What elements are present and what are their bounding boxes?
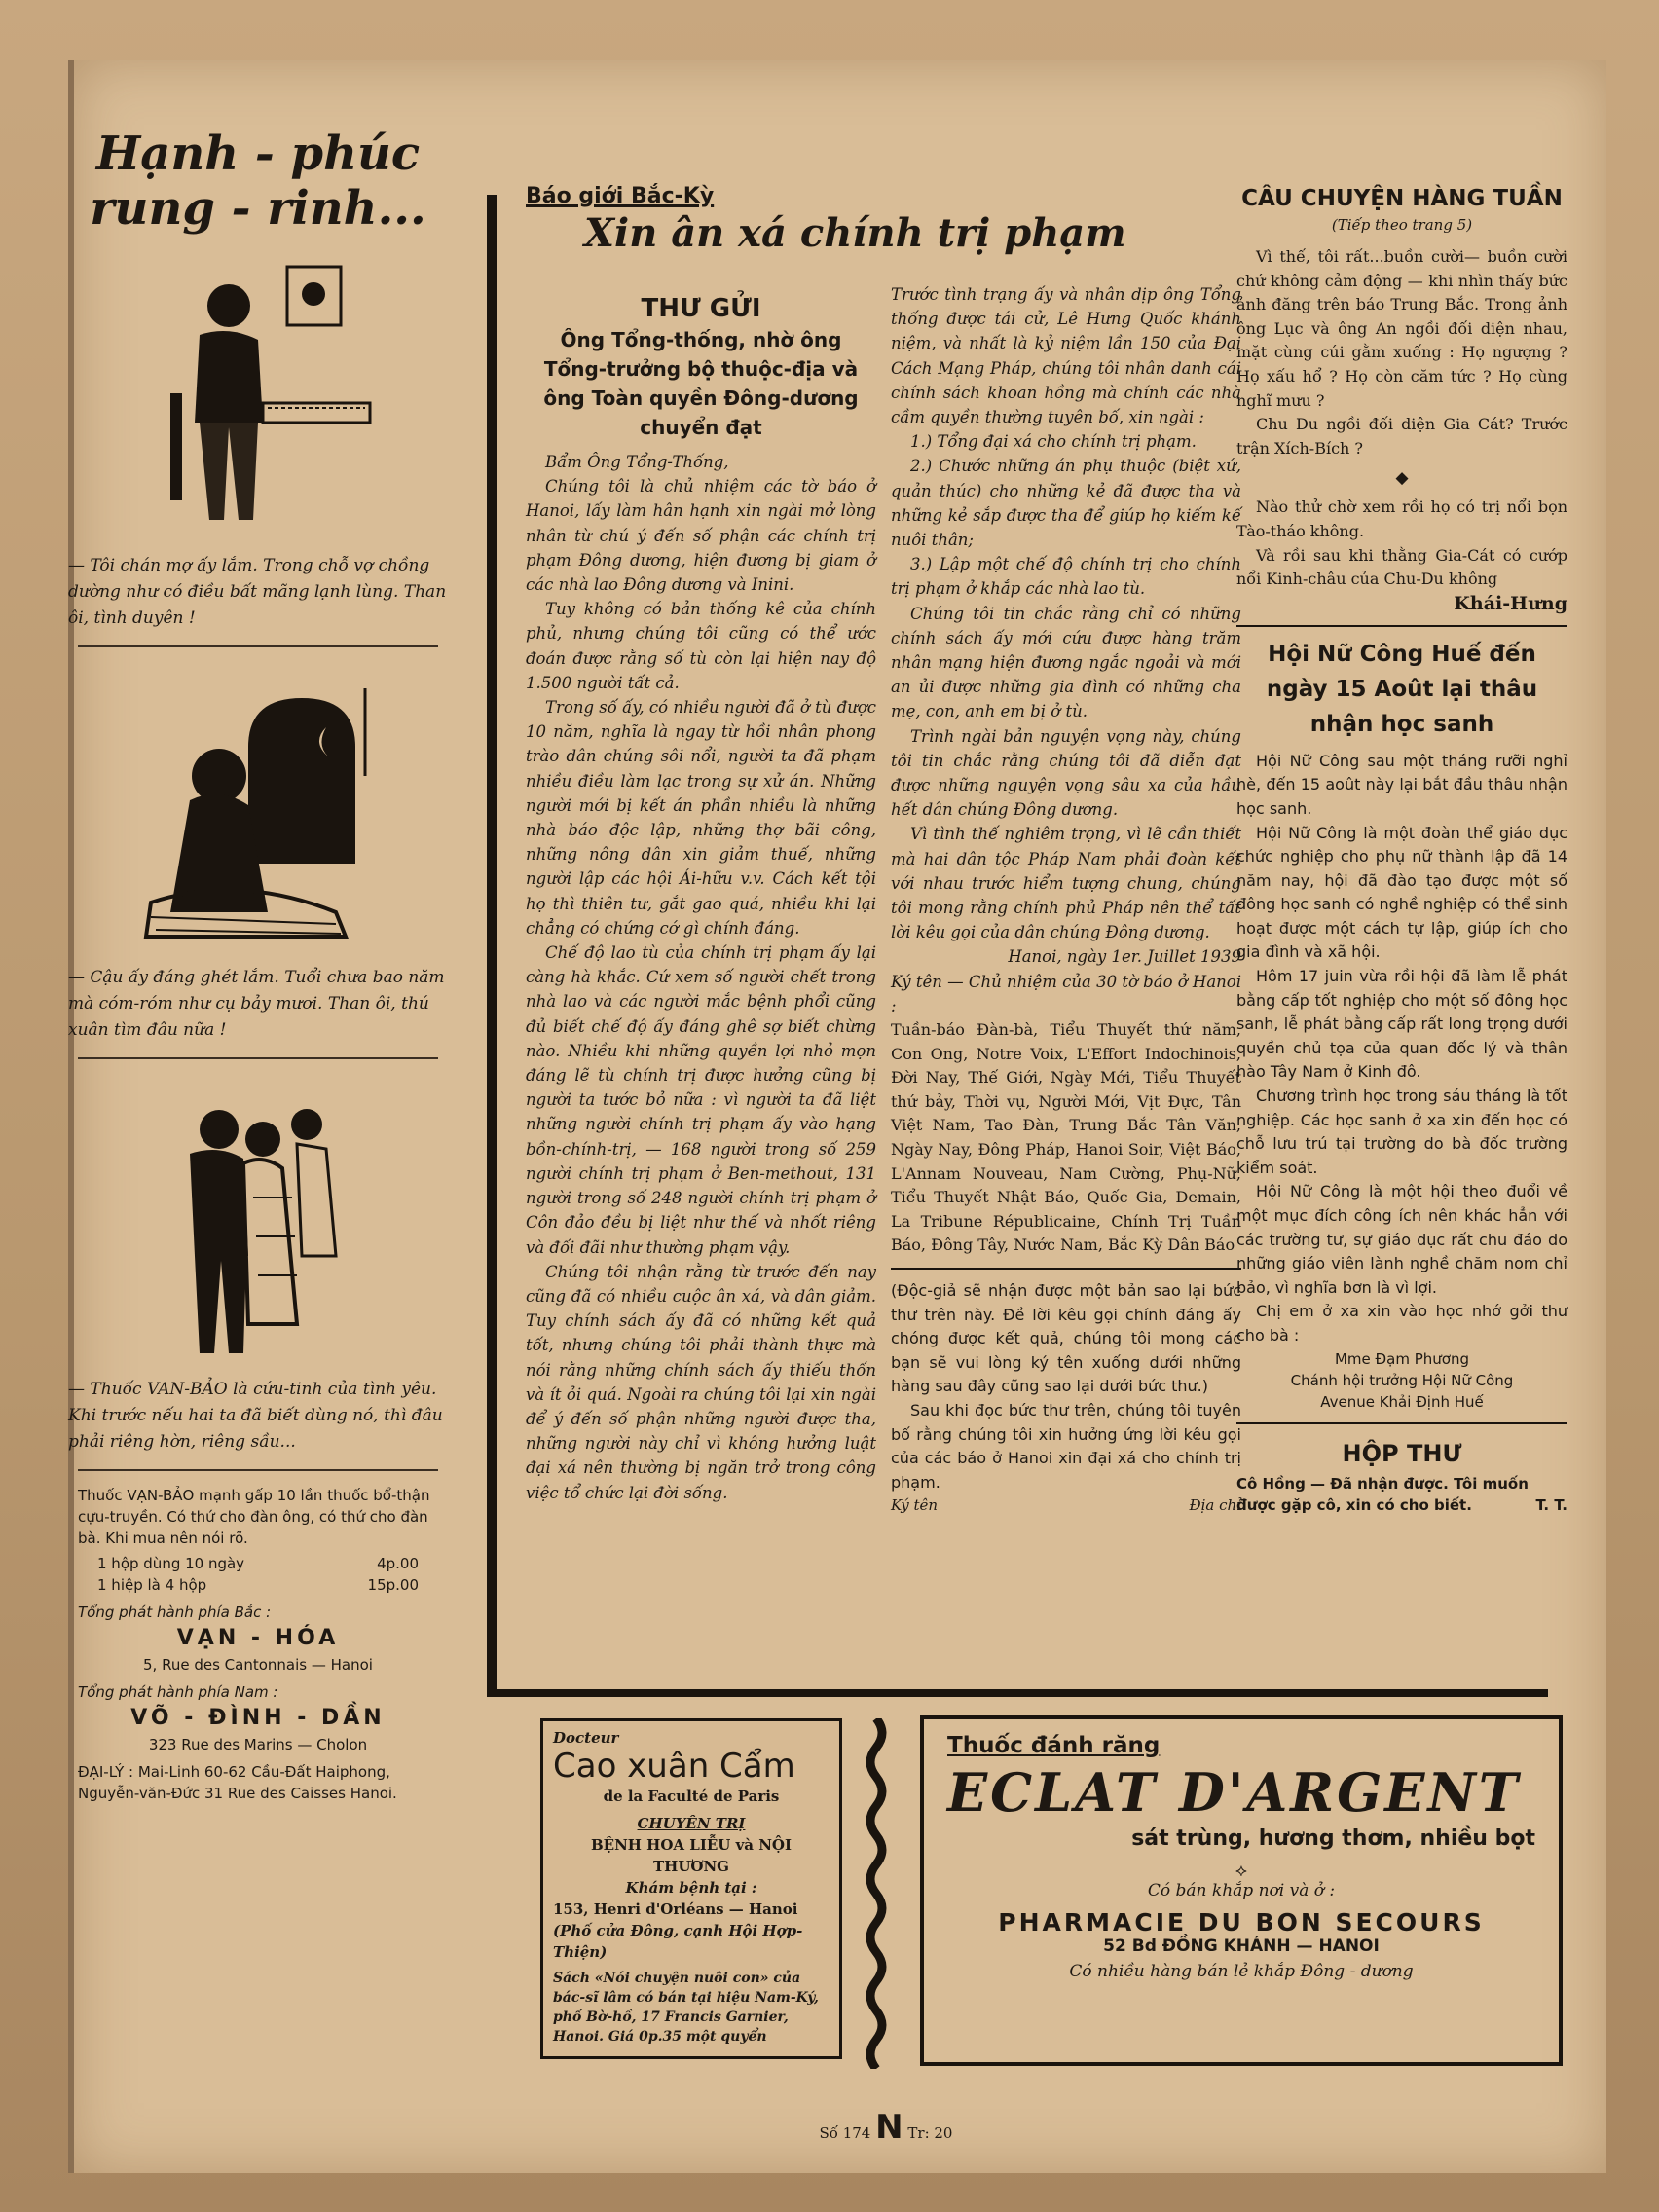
signers-list: Tuần-báo Đàn-bà, Tiểu Thuyết thứ năm, Con Ong, Notre Voix, L'Effort Indochinois, Đời Nay, Thế Giới, Ngày Mới, Tiểu Thuyết thứ bảy, Thời vụ, Người Mới, Vịt Đực, Tân Việt Nam, Tao Đàn, Trung Bắc Tân Văn, Ngày Nay, Đông Pháp, Hanoi Soir, Việt Báo, L'Annam Nouveau, Nam Cường, Phụ-Nữ, Tiểu Thuyết Nhật Báo, Quốc Gia, Demain, La Tribune Républicaine, Chính Trị Tuần Báo, Đông Tây, Nước Nam, Bắc Kỳ Dân Báo [891,1020,1241,1255]
illustration-man-seated [141,257,375,539]
weekly-story-title: CÂU CHUYỆN HÀNG TUẦN [1241,186,1563,211]
hoi-nu-cong-title: Hội Nữ Công Huế đến ngày 15 Août lại thâu nhận học sanh [1266,641,1538,737]
divider [1236,625,1567,627]
page-footer: Số 174 N Tr: 20 [819,2108,953,2147]
mailbox-text: Cô Hồng — Đã nhận được. Tôi muốn được gặp cô, xin có cho biết. T. T. [1236,1474,1567,1514]
article-headline: Xin ân xá chính trị phạm [584,210,1126,256]
divider [78,645,438,647]
eclat-brand: ECLAT D'ARGENT [947,1761,1521,1824]
caption-1: — Tôi chán mợ ấy lắm. Trong chỗ vợ chồng dường như có điều bất mãng lạnh lùng. Than ôi, tình duyên ! [68,556,447,628]
diamond-ornament: ◆ [1395,468,1409,489]
ngay-nay-logo: N [875,2108,903,2147]
divider [891,1268,1241,1270]
left-column [58,127,458,1804]
right-column: CÂU CHUYỆN HÀNG TUẦN (Tiếp theo trang 5) Vì thế, tôi rất...buồn cười— buồn cười chứ không cảm động — khi nhìn thấy bức ảnh đăng trên báo Trung Bắc. Trong ảnh ông Lục và ông An ngồi đối diện nhau, mặt cùng cúi gằm xuống : Họ ngượng ? Họ xấu hổ ? Họ còn căm tức ? Họ cùng nghĩ mưu ? Chu Du ngồi đối diện Gia Cát? Trước trận Xích-Bích ? ◆ Nào thử chờ xem rồi họ có trị nổi bọn Tào-tháo không. Và rồi sau khi thằng Gia-Cát có cướp nổi Kinh-châu của Chu-Du không Khái-Hưng Hội Nữ Công Huế đến ngày 15 Août lại thâu nhận học sanh Hội Nữ Công sau một tháng rưỡi nghỉ hè, đến 15 août này lại bắt đầu thâu nhận học sanh. Hội Nữ Công là một đoàn thể giáo dục chức nghiệp cho phụ nữ thành lập đã 14 năm nay, hội đã đào tạo được một số đông học sanh có nghề nghiệp có thể sinh hoạt được một cách tự lập, giúp ích cho gia đình và xã hội. Hôm 17 juin vừa rồi hội đã làm lễ phát bằng cấp tốt nghiệp cho một số đông học sanh, lễ phát bằng cấp rất long trọng dưới quyền chủ tọa của quan đốc lý và thân hào Tây Nam ở Kinh đô. Chương trình học trong sáu tháng là tốt nghiệp. Các học sanh ở xa xin đến học có chỗ lưu trú tại trường do bà đốc trường kiểm soát. Hội Nữ Công là một hội theo đuổi về một mục đích công ích nên khác hẳn với các trường tư, sự giáo dục rất chu đáo do những giáo viên lành nghề chăm nom chỉ bảo, vì nghĩa bơn là vì lợi. Chị em ở xa xin vào học nhớ gởi thư cho bà : Mme Đạm Phương Chánh hội trưởng Hội Nữ Công Avenue Khải Định Huế HỘP THƯ Cô Hồng — Đã nhận được. Tôi muốn được gặp cô, xin có cho biết. T. T. [1236,183,1567,1516]
left-title: Hạnh - phúc rung - rinh... [90,127,426,236]
article-kicker: Báo giới Bắc-Kỳ [526,184,715,208]
eclat-dargent-ad: Thuốc đánh răng ECLAT D'ARGENT sát trùng, hương thơm, nhiều bọt ⟡ Có bán khắp nơi và ở : PHARMACIE DU BON SECOURS 52 Bd ĐỒNG KHÁNH — HANOI Có nhiều hàng bán lẻ khắp Đông - dương [920,1715,1563,2066]
article-column-1: THƯ GỬI Ông Tổng-thống, nhờ ông Tổng-trưởng bộ thuộc-địa và ông Toàn quyền Đông-dương chuyển đạt Bẩm Ông Tổng-Thống, Chúng tôi là chủ nhiệm các tờ báo ở Hanoi, lấy làm hân hạnh xin ngài mở lòng nhân từ chú ý đến số phận các chính trị phạm Đông dương, hiện đương bị giam ở các nhà lao Đông dương và Inini. Tuy không có bản thống kê của chính phủ, nhưng chúng tôi cũng có thể ước đoán được rằng số tù còn lại hiện nay độ 1.500 người tất cả. Trong số ấy, có nhiều người đã ở tù được 10 năm, nghĩa là ngay từ hồi nhân phong trào dân chúng sôi nổi, người ta đã phạm nhiều điều làm lạc trong sự xử án. Những người mới bị kết án phần nhiều là những nhà báo độc lập, những thợ bãi công, những nông dân xin giảm thuế, những người lập các hội Ái-hữu v.v. Cách kết tội họ thì thiên tư, gắt gao quá, nhiều khi lại chẳng có chứng cớ gì chính đáng. Chế độ lao tù của chính trị phạm ấy lại càng hà khắc. Cứ xem số người chết trong nhà lao và các người mắc bệnh phổi cũng đủ biết chế độ ấy đáng ghê sợ biết chừng nào. Nhiều khi những quyền lợi nhỏ mọn đáng lẽ tù chính trị được hưởng cũng bị người ta tước bỏ nữa : vì người ta đã liệt những người chính trị phạm ấy vào hạng bồn-chính-trị, — 168 người trong số 259 người chính trị phạm ở Ben-methout, 131 người trong số 248 người chính trị phạm ở Côn đảo đều bị liệt như thế và nhốt riêng và đối đãi như thường phạm vậy. Chúng tôi nhận rằng từ trước đến nay cũng đã có nhiều cuộc ân xá, và dân giảm. Tuy chính sách ấy đã có những kết quả tốt, nhưng chúng tôi phải thành thực mà nói rằng những chính sách ấy thiếu thốn và ít ỏi quá. Ngoài ra chúng tôi lại xin ngài để ý đến số phận những người được tha, những người này chỉ vì không hưởng luật đại xá nên thường bị ngăn trở trong công việc tổ chức lại đời sống. [526,294,876,1502]
author: Khái-Hưng [1454,592,1567,614]
letter-title: THƯ GỬI [641,294,761,323]
caption-3: — Thuốc VAN-BẢO là cứu-tinh của tình yêu. Khi trước nếu hai ta đã biết dùng nó, thì đâu phải riêng hờn, riêng sầu... [68,1380,443,1452]
illustration-woman-window [141,669,375,951]
wavy-divider [865,1718,888,2069]
vanbao-ad: Thuốc VẠN-BẢO mạnh gấp 10 lần thuốc bổ-thận cựu-truyền. Có thứ cho đàn ông, có thứ cho đàn bà. Khi mua nên nói rõ. 1 hộp dùng 10 ngày 4p.00 1 hiệp là 4 hộp 15p.00 Tổng phát hành phía Bắc : VẠN - HÓA 5, Rue des Cantonnais — Hanoi Tổng phát hành phía Nam : VÕ - ĐÌNH - DẦN 323 Rue des Marins — Cholon ĐẠI-LÝ : Mai-Linh 60-62 Cầu-Đất Haiphong, Nguyễn-văn-Đức 31 Rue des Caisses Hanoi. [78,1487,430,1802]
ornament: ⟡ [1235,1861,1247,1881]
article-header [526,185,1246,259]
frame-rule-vertical [487,195,497,1694]
doctor-ad: Docteur Cao xuân Cẩm de la Faculté de Paris CHUYÊN TRỊ BỆNH HOA LIỄU và NỘI THƯƠNG Khám bệnh tại : 153, Henri d'Orléans — Hanoi (Phố cửa Đông, cạnh Hội Hợp-Thiện) Sách «Nói chuyện nuôi con» của bác-sĩ lâm có bán tại hiệu Nam-Ký, phố Bờ-hồ, 17 Francis Garnier, Hanoi. Giá 0p.35 một quyển [540,1718,842,2059]
divider [78,1469,438,1471]
illustration-couple-walking [141,1081,375,1363]
divider [78,1057,438,1059]
mailbox-title: HỘP THƯ [1342,1439,1462,1467]
caption-2: — Cậu ấy đáng ghét lắm. Tuổi chưa bao năm mà cóm-róm như cụ bảy mươi. Than ôi, thú xuân tìm đâu nữa ! [68,968,445,1040]
letter-subtitle: Ông Tổng-thống, nhờ ông Tổng-trưởng bộ thuộc-địa và ông Toàn quyền Đông-dương chuyển đạt [543,328,859,439]
frame-rule-horizontal [487,1689,1548,1697]
article-column-2: Trước tình trạng ấy và nhân dịp ông Tổng thống được tái cử, Lê Hưng Quốc khánh niệm, và nhất là kỷ niệm lần 150 của Đại Cách Mạng Pháp, chúng tôi nhân danh cái chính sách khoan hồng mà chính các nhà cầm quyền thường tuyên bố, xin ngài : 1.) Tổng đại xá cho chính trị phạm. 2.) Chước những án phụ thuộc (biệt xứ, quản thúc) cho những kẻ đã được tha và những kẻ sắp được tha để giúp họ kiếm kế nuôi thân; 3.) Lập một chế độ chính trị cho chính trị phạm ở khắp các nhà lao tù. Chúng tôi tin chắc rằng chỉ có những chính sách ấy mới cứu được hàng trăm nhân mạng hiện đương ngắc ngoải và mới an ủi được những gia đình có những cha mẹ, con, anh em bị ở tù. Trình ngài bản nguyện vọng này, chúng tôi tin chắc rằng chúng tôi đã diễn đạt được những nguyện vọng sâu xa của hầu hết dân chúng Đông dương. Vì tình thế nghiêm trọng, vì lẽ cần thiết mà hai dân tộc Pháp Nam phải đoàn kết với nhau trước hiểm tượng chung, chúng tôi mong rằng chính phủ Pháp nên thể tất lời kêu gọi của dân chúng Đông dương. Hanoi, ngày 1er. Juillet 1939 Ký tên — Chủ nhiệm của 30 tờ báo ở Hanoi : Tuần-báo Đàn-bà, Tiểu Thuyết thứ năm, Con Ong, Notre Voix, L'Effort Indochinois, Đời Nay, Thế Giới, Ngày Mới, Tiểu Thuyết thứ bảy, Thời vụ, Người Mới, Vịt Đực, Tân Việt Nam, Tao Đàn, Trung Bắc Tân Văn, Ngày Nay, Đông Pháp, Hanoi Soir, Việt Báo, L'Annam Nouveau, Nam Cường, Phụ-Nữ, Tiểu Thuyết Nhật Báo, Quốc Gia, Demain, La Tribune Républicaine, Chính Trị Tuần Báo, Đông Tây, Nước Nam, Bắc Kỳ Dân Báo (Độc-giả sẽ nhận được một bản sao lại bức thư trên này. Đề lời kêu gọi chính đáng ấy chóng được kết quả, chúng tôi mong các bạn sẽ vui lòng ký tên xuống dưới những hàng sau đây cũng sao lại dưới bức thư.) Sau khi đọc bức thư trên, chúng tôi tuyên bố rằng chúng tôi xin hưởng ứng lời kêu gọi của các báo ở Hanoi xin đại xá cho chính trị phạm. Ký tên Địa chỉ [891,285,1241,1515]
divider [1236,1422,1567,1424]
